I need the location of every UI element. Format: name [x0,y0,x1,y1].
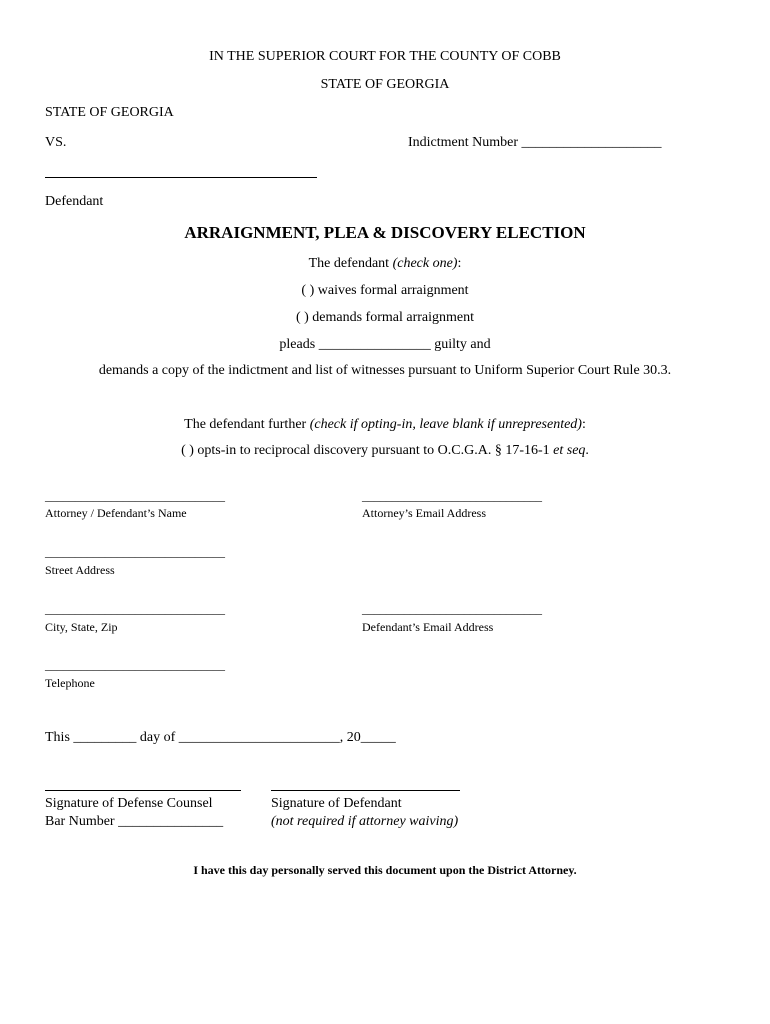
bar-number-field[interactable]: Bar Number _______________ [45,814,224,829]
plaintiff-name: STATE OF GEORGIA [45,105,174,120]
indictment-number-field[interactable]: Indictment Number ____________________ [408,135,662,150]
reciprocal-discovery-option[interactable]: ( ) opts-in to reciprocal discovery pursuant to O.C.G.A. § 17-16-1 et seq. [181,443,589,458]
city-state-zip-label: City, State, Zip [45,620,118,634]
telephone-label: Telephone [45,676,95,690]
defendant-email-field[interactable]: ______________________________ [362,602,542,616]
service-statement: I have this day personally served this document upon the District Attorney. [193,863,577,877]
attorney-email-label: Attorney’s Email Address [362,506,486,520]
attorney-name-field[interactable]: ______________________________ [45,489,225,503]
street-address-label: Street Address [45,563,115,577]
defendant-label: Defendant [45,194,104,209]
defendant-signature-line[interactable] [271,790,460,791]
telephone-field[interactable]: ______________________________ [45,658,225,672]
waive-arraignment-option[interactable]: ( ) waives formal arraignment [301,283,469,298]
defendant-signature-note: (not required if attorney waiving) [271,814,459,829]
counsel-signature-label: Signature of Defense Counsel [45,796,213,811]
court-heading: IN THE SUPERIOR COURT FOR THE COUNTY OF COBB [209,49,561,64]
discovery-intro: The defendant further (check if opting-in, leave blank if unrepresented): [184,417,586,432]
city-state-zip-field[interactable]: ______________________________ [45,602,225,616]
counsel-signature-line[interactable] [45,790,241,791]
defendant-signature-label: Signature of Defendant [271,796,402,811]
attorney-name-label: Attorney / Defendant’s Name [45,506,187,520]
date-line[interactable]: This _________ day of _______________________, 20_____ [45,730,396,745]
state-heading: STATE OF GEORGIA [320,77,450,92]
street-address-field[interactable]: ______________________________ [45,545,225,559]
versus-label: VS. [45,135,67,150]
defendant-name-line[interactable] [45,177,317,178]
form-title: ARRAIGNMENT, PLEA & DISCOVERY ELECTION [184,223,586,242]
defendant-email-label: Defendant’s Email Address [362,620,494,634]
demand-arraignment-option[interactable]: ( ) demands formal arraignment [295,310,475,325]
demand-copy-statement: demands a copy of the indictment and list of witnesses pursuant to Uniform Superior Court Rule 30.3. [98,363,672,378]
plea-field[interactable]: pleads ________________ guilty and [279,337,491,352]
attorney-email-field[interactable]: ______________________________ [362,489,542,503]
election-intro: The defendant (check one): [308,256,462,271]
